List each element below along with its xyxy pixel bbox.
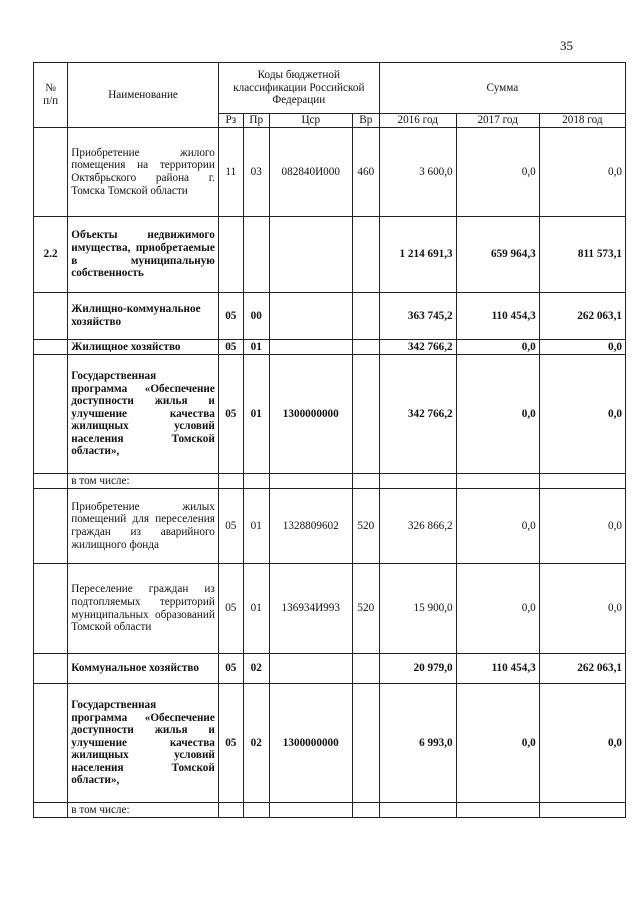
cell-vr: 460 <box>352 128 379 217</box>
cell-2017: 0,0 <box>456 684 539 803</box>
cell-2018: 0,0 <box>539 355 625 474</box>
cell-vr <box>352 217 379 293</box>
cell-2016: 342 766,2 <box>379 355 456 474</box>
cell-2016: 15 900,0 <box>379 564 456 654</box>
cell-vr: 520 <box>352 489 379 564</box>
cell-rz <box>218 474 243 489</box>
cell-2018: 811 573,1 <box>539 217 625 293</box>
cell-csr <box>269 474 352 489</box>
budget-table <box>33 62 626 818</box>
cell-rz: 05 <box>218 564 243 654</box>
cell-2017: 0,0 <box>456 564 539 654</box>
cell-csr: 1300000000 <box>269 684 352 803</box>
cell-2017: 0,0 <box>456 340 539 355</box>
cell-rz: 05 <box>218 293 243 340</box>
cell-2016: 363 745,2 <box>379 293 456 340</box>
cell-num <box>34 489 68 564</box>
table-row <box>34 217 626 293</box>
cell-num: 2.2 <box>34 217 68 293</box>
cell-csr: 1300000000 <box>269 355 352 474</box>
header-row-1 <box>34 63 626 114</box>
cell-name: в том числе: <box>68 803 219 818</box>
cell-2016: 326 866,2 <box>379 489 456 564</box>
cell-rz <box>218 217 243 293</box>
cell-pr: 03 <box>243 128 269 217</box>
cell-rz: 05 <box>218 355 243 474</box>
cell-pr <box>243 474 269 489</box>
cell-rz: 11 <box>218 128 243 217</box>
cell-csr: 082840И000 <box>269 128 352 217</box>
table-row <box>34 340 626 355</box>
cell-csr <box>269 217 352 293</box>
cell-vr <box>352 684 379 803</box>
cell-name: Жилищное хозяйство <box>68 340 219 355</box>
header-name: Наименование <box>68 63 219 128</box>
cell-csr: 136934И993 <box>269 564 352 654</box>
table-row <box>34 654 626 684</box>
cell-rz: 05 <box>218 340 243 355</box>
cell-num <box>34 803 68 818</box>
cell-num <box>34 654 68 684</box>
cell-num <box>34 293 68 340</box>
cell-2017: 110 454,3 <box>456 654 539 684</box>
cell-2018: 262 063,1 <box>539 654 625 684</box>
cell-name: Приобретение жилых помещений для переселения граждан из аварийного жилищного фонда <box>68 489 219 564</box>
cell-pr: 01 <box>243 355 269 474</box>
header-2018: 2018 год <box>539 114 625 128</box>
cell-2016: 20 979,0 <box>379 654 456 684</box>
cell-2016: 6 993,0 <box>379 684 456 803</box>
header-rz: Рз <box>218 114 243 128</box>
page-number: 35 <box>560 38 573 53</box>
cell-2016: 1 214 691,3 <box>379 217 456 293</box>
cell-2017: 0,0 <box>456 489 539 564</box>
cell-pr <box>243 217 269 293</box>
cell-2018 <box>539 474 625 489</box>
cell-pr: 01 <box>243 564 269 654</box>
cell-2018: 0,0 <box>539 489 625 564</box>
cell-2018: 0,0 <box>539 340 625 355</box>
cell-2017: 110 454,3 <box>456 293 539 340</box>
cell-name: Переселение граждан из подтопляемых территорий муниципальных образований Томской области <box>68 564 219 654</box>
cell-2016 <box>379 474 456 489</box>
cell-vr <box>352 293 379 340</box>
cell-vr <box>352 340 379 355</box>
table-row <box>34 684 626 803</box>
cell-name: в том числе: <box>68 474 219 489</box>
cell-vr <box>352 803 379 818</box>
header-pr: Пр <box>243 114 269 128</box>
cell-num <box>34 128 68 217</box>
cell-2018: 0,0 <box>539 128 625 217</box>
cell-pr: 01 <box>243 340 269 355</box>
cell-csr <box>269 293 352 340</box>
cell-vr <box>352 474 379 489</box>
cell-name: Государственная программа «Обеспечение доступности жилья и улучшение качества жилищных условий населения Томской области», <box>68 355 219 474</box>
table-row <box>34 474 626 489</box>
header-2017: 2017 год <box>456 114 539 128</box>
cell-2017 <box>456 474 539 489</box>
cell-2017: 0,0 <box>456 355 539 474</box>
table-row <box>34 564 626 654</box>
cell-csr: 1328809602 <box>269 489 352 564</box>
table-row <box>34 489 626 564</box>
header-vr: Вр <box>352 114 379 128</box>
cell-rz: 05 <box>218 489 243 564</box>
cell-csr <box>269 340 352 355</box>
cell-name: Государственная программа «Обеспечение доступности жилья и улучшение качества жилищных условий населения Томской области», <box>68 684 219 803</box>
cell-rz: 05 <box>218 684 243 803</box>
cell-2017: 659 964,3 <box>456 217 539 293</box>
cell-rz <box>218 803 243 818</box>
cell-pr: 00 <box>243 293 269 340</box>
cell-num <box>34 564 68 654</box>
header-codes: Коды бюджетной классификации Российской Федерации <box>218 63 379 114</box>
cell-2016: 342 766,2 <box>379 340 456 355</box>
cell-name: Приобретение жилого помещения на территории Октябрьского района г. Томска Томской области <box>68 128 219 217</box>
cell-2016: 3 600,0 <box>379 128 456 217</box>
cell-pr: 02 <box>243 684 269 803</box>
header-csr: Цср <box>269 114 352 128</box>
cell-pr: 02 <box>243 654 269 684</box>
cell-2018: 0,0 <box>539 684 625 803</box>
header-sum: Сумма <box>379 63 625 114</box>
header-2016: 2016 год <box>379 114 456 128</box>
cell-rz: 05 <box>218 654 243 684</box>
header-num: № п/п <box>34 63 68 128</box>
cell-name: Коммунальное хозяйство <box>68 654 219 684</box>
cell-2018 <box>539 803 625 818</box>
table-row <box>34 803 626 818</box>
cell-csr <box>269 803 352 818</box>
cell-pr: 01 <box>243 489 269 564</box>
cell-pr <box>243 803 269 818</box>
cell-2018: 0,0 <box>539 564 625 654</box>
cell-2017 <box>456 803 539 818</box>
cell-num <box>34 684 68 803</box>
cell-vr <box>352 654 379 684</box>
cell-num <box>34 474 68 489</box>
cell-name: Жилищно-коммунальное хозяйство <box>68 293 219 340</box>
cell-num <box>34 340 68 355</box>
cell-num <box>34 355 68 474</box>
cell-2016 <box>379 803 456 818</box>
table-row <box>34 293 626 340</box>
table-row <box>34 128 626 217</box>
cell-2018: 262 063,1 <box>539 293 625 340</box>
table-row <box>34 355 626 474</box>
cell-2017: 0,0 <box>456 128 539 217</box>
cell-name: Объекты недвижимого имущества, приобретаемые в муниципальную собственность <box>68 217 219 293</box>
cell-vr: 520 <box>352 564 379 654</box>
cell-csr <box>269 654 352 684</box>
cell-vr <box>352 355 379 474</box>
